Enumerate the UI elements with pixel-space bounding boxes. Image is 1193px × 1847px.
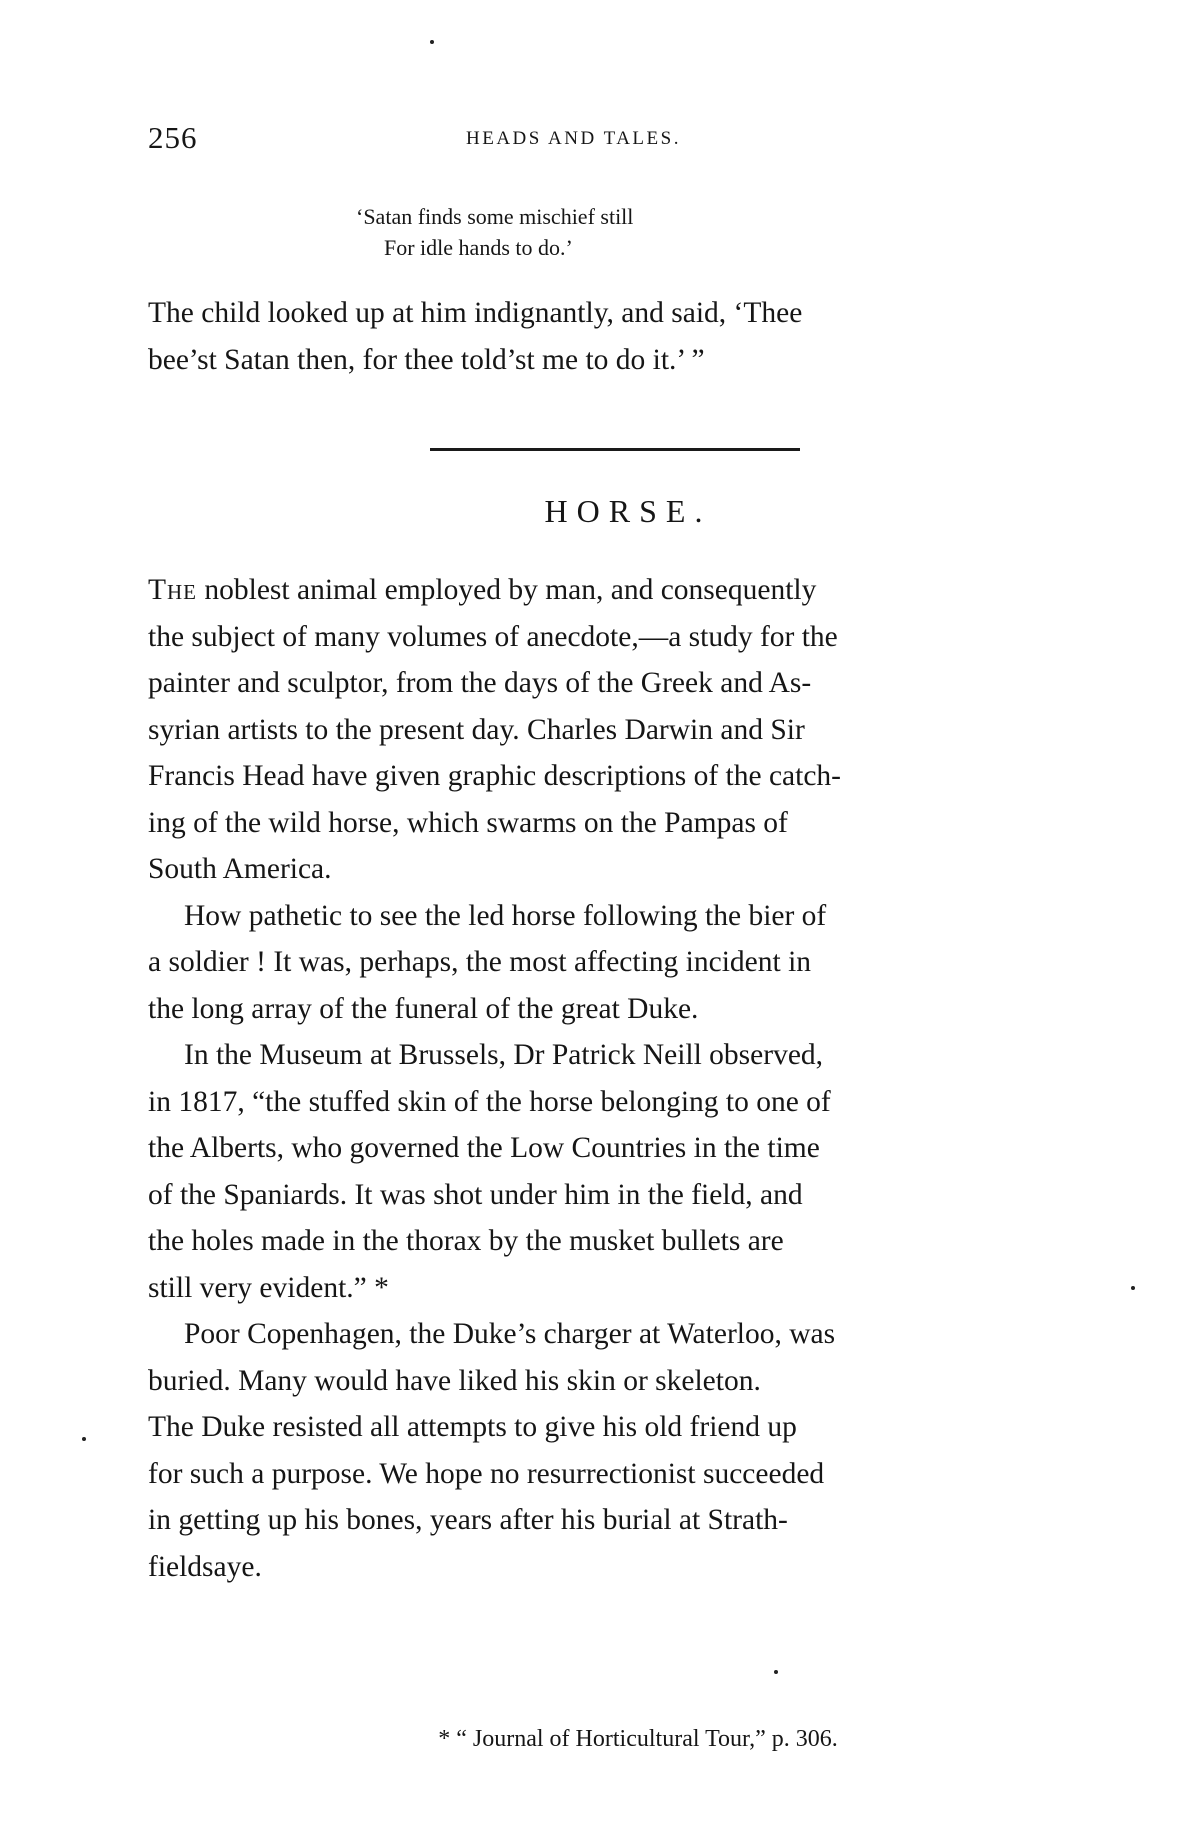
continuation-paragraph xyxy=(148,290,1078,383)
footnote: * “ Journal of Horticultural Tour,” p. 306. xyxy=(438,1726,838,1752)
text-line: a soldier ! It was, perhaps, the most affecting incident in xyxy=(148,946,812,978)
text-line: Poor Copenhagen, the Duke’s charger at Waterloo, was xyxy=(184,1318,836,1350)
text-line: the holes made in the thorax by the musket bullets are xyxy=(148,1225,784,1257)
running-head: HEADS AND TALES. xyxy=(466,128,681,149)
text-line: in getting up his bones, years after his burial at Strath- xyxy=(148,1504,788,1536)
text-line: still very evident.” * xyxy=(148,1271,389,1304)
text-line: painter and sculptor, from the days of the Greek and As- xyxy=(148,667,812,699)
epigraph xyxy=(148,201,1078,263)
text-line: bee’st Satan then, for thee told’st me to do it.’ ” xyxy=(148,343,705,376)
text-line: for such a purpose. We hope no resurrectionist succeeded xyxy=(148,1457,825,1490)
text-line: The child looked up at him indignantly, and said, ‘Thee xyxy=(148,297,803,329)
text-line xyxy=(148,567,1078,614)
text-line: the subject of many volumes of anecdote,—a study for the xyxy=(148,620,838,653)
text-line: the Alberts, who governed the Low Countries in the time xyxy=(148,1132,820,1164)
text-line: the long array of the funeral of the great Duke. xyxy=(148,992,699,1025)
text-line: How pathetic to see the led horse following the bier of xyxy=(184,899,827,932)
text-line: Francis Head have given graphic descriptions of the catch- xyxy=(148,760,841,792)
text-line: South America. xyxy=(148,853,332,885)
ink-speck xyxy=(430,40,434,44)
first-word: The xyxy=(148,574,198,606)
text-line: fieldsaye. xyxy=(148,1550,262,1583)
text-line: The Duke resisted all attempts to give his old friend up xyxy=(148,1411,797,1443)
epigraph-line-1: ‘Satan finds some mischief still xyxy=(356,204,634,229)
section-title: HORSE. xyxy=(544,493,712,529)
page-number: 256 xyxy=(148,120,198,155)
text-line: syrian artists to the present day. Charles Darwin and Sir xyxy=(148,713,805,746)
section-divider xyxy=(430,448,800,451)
text-line: In the Museum at Brussels, Dr Patrick Neill observed, xyxy=(184,1039,824,1071)
ink-speck xyxy=(1131,1286,1135,1290)
text-line: ing of the wild horse, which swarms on the Pampas of xyxy=(148,806,788,839)
text-line: of the Spaniards. It was shot under him in the field, and xyxy=(148,1178,803,1211)
ink-speck xyxy=(82,1437,86,1441)
epigraph-line-2: For idle hands to do.’ xyxy=(384,235,573,260)
first-line-rest: noblest animal employed by man, and consequently xyxy=(197,574,817,606)
ink-speck xyxy=(774,1670,778,1674)
text-line: in 1817, “the stuffed skin of the horse belonging to one of xyxy=(148,1085,831,1118)
page-header xyxy=(148,120,1078,160)
text-line: buried. Many would have liked his skin or skeleton. xyxy=(148,1364,761,1397)
section-body xyxy=(148,567,1078,1590)
